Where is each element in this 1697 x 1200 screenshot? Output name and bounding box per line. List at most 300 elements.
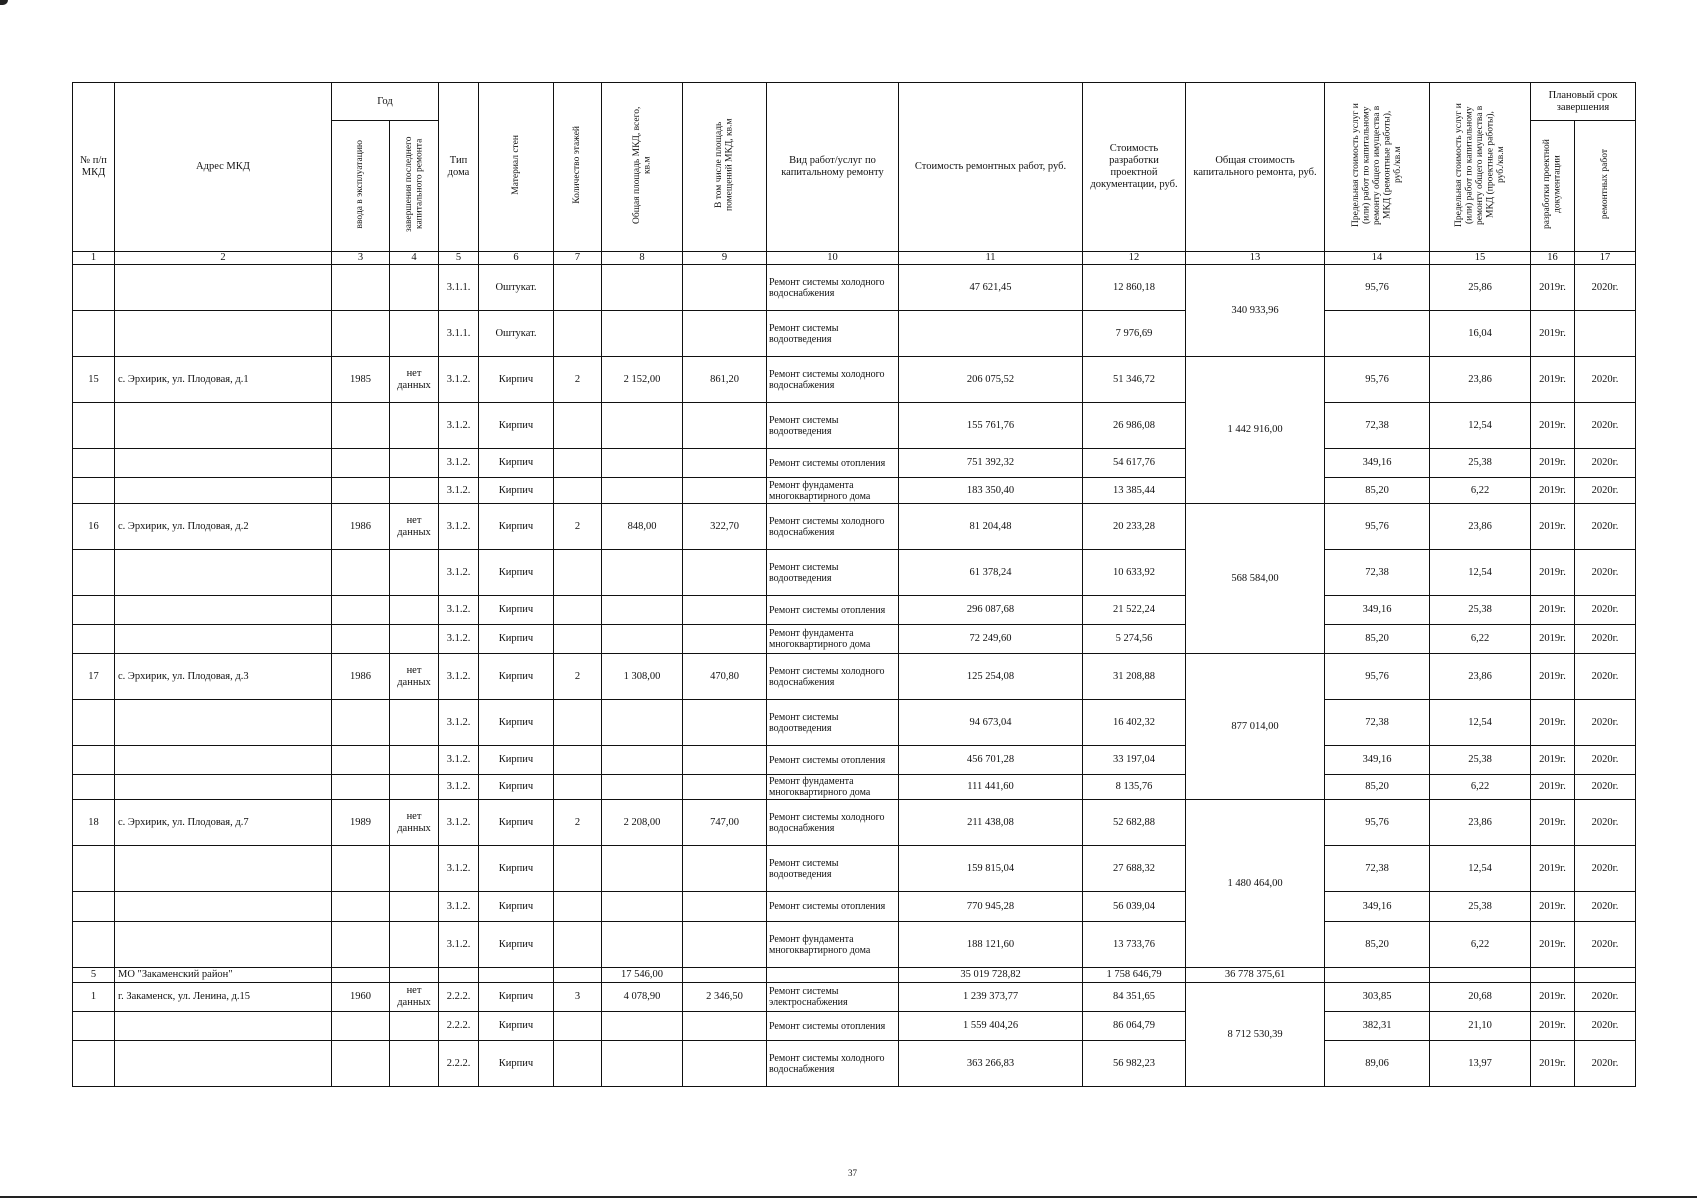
table-cell [602,550,683,596]
table-cell: 3.1.2. [439,625,479,654]
table-cell [73,403,115,449]
table-cell [73,700,115,746]
table-row [73,478,1636,504]
table-cell [115,846,332,892]
table-cell: 349,16 [1325,892,1430,922]
table-cell [115,625,332,654]
col-year-last-header: завершения последнего капитального ремонта [390,121,439,252]
table-cell: 2020г. [1575,625,1636,654]
table-cell [73,265,115,311]
table-cell: 2 [554,800,602,846]
table-cell [332,922,390,968]
table-cell: 3.1.2. [439,746,479,775]
table-cell [683,1012,767,1041]
table-cell: 3.1.2. [439,449,479,478]
table-cell [767,968,899,983]
table-cell: Ремонт системы отопления [767,1012,899,1041]
table-cell: 52 682,88 [1083,800,1186,846]
table-cell [115,449,332,478]
address-cell: с. Эрхирик, ул. Плодовая, д.3 [115,654,332,700]
table-cell [390,846,439,892]
table-cell: 13 385,44 [1083,478,1186,504]
table-cell: 2019г. [1531,625,1575,654]
table-cell: Ремонт фундамента многоквартирного дома [767,625,899,654]
table-cell [1575,311,1636,357]
table-cell: 16 402,32 [1083,700,1186,746]
table-cell: 85,20 [1325,922,1430,968]
page-number: 37 [848,1168,857,1178]
table-cell [73,449,115,478]
table-cell: 31 208,88 [1083,654,1186,700]
table-cell: 1960 [332,983,390,1012]
table-cell [115,1041,332,1087]
table-cell: 3.1.2. [439,504,479,550]
table-cell: 2019г. [1531,800,1575,846]
table-cell [73,746,115,775]
table-cell: нет данных [390,800,439,846]
table-cell [390,625,439,654]
table-cell: 2020г. [1575,846,1636,892]
table-cell [683,968,767,983]
document-page [72,82,1635,1087]
table-cell: 3.1.2. [439,478,479,504]
table-cell: 1985 [332,357,390,403]
col-cost-total-header: Общая стоимость капитального ремонта, руб. [1186,83,1325,252]
table-cell [554,550,602,596]
table-cell [332,892,390,922]
address-cell: с. Эрхирик, ул. Плодовая, д.2 [115,504,332,550]
table-cell: 2020г. [1575,449,1636,478]
table-cell [332,625,390,654]
table-cell: 2019г. [1531,504,1575,550]
table-cell [390,1012,439,1041]
table-cell: Ремонт системы водоотведения [767,846,899,892]
table-cell: 3.1.2. [439,357,479,403]
table-cell [115,922,332,968]
col-number: 6 [479,252,554,265]
table-cell [115,775,332,800]
col-cost-proj-header: Стоимость разработки проектной документации, руб. [1083,83,1186,252]
table-cell: 2 [554,357,602,403]
table-cell: нет данных [390,504,439,550]
table-cell: 2 208,00 [602,800,683,846]
table-cell: 10 633,92 [1083,550,1186,596]
table-cell: 2019г. [1531,550,1575,596]
table-cell: 363 266,83 [899,1041,1083,1087]
table-cell: Кирпич [479,892,554,922]
table-cell [115,746,332,775]
col-year-header: Год [332,83,439,121]
table-cell [332,1041,390,1087]
table-cell: нет данных [390,654,439,700]
total-cost-cell: 877 014,00 [1186,654,1325,800]
table-cell: Ремонт системы водоотведения [767,311,899,357]
table-cell: 26 986,08 [1083,403,1186,449]
table-cell: 85,20 [1325,625,1430,654]
table-cell [73,922,115,968]
table-cell: 2020г. [1575,775,1636,800]
table-cell [73,311,115,357]
table-cell: 72,38 [1325,403,1430,449]
table-cell [332,746,390,775]
col-plan-header: Плановый срок завершения [1531,83,1636,121]
table-cell: 6,22 [1430,625,1531,654]
table-cell: 56 039,04 [1083,892,1186,922]
scan-corner-mark [0,0,8,5]
table-cell: 18 [73,800,115,846]
address-cell: с. Эрхирик, ул. Плодовая, д.7 [115,800,332,846]
table-cell [73,550,115,596]
table-cell [73,775,115,800]
table-cell: 1986 [332,504,390,550]
table-cell: Кирпич [479,478,554,504]
col-number: 12 [1083,252,1186,265]
table-cell: 2019г. [1531,1041,1575,1087]
table-cell: 23,86 [1430,654,1531,700]
table-cell: 12,54 [1430,846,1531,892]
table-row [73,596,1636,625]
table-cell [683,922,767,968]
table-cell: 21,10 [1430,1012,1531,1041]
table-cell [390,922,439,968]
col-number: 7 [554,252,602,265]
table-cell [390,449,439,478]
table-cell [390,311,439,357]
table-cell: Кирпич [479,800,554,846]
table-cell [602,478,683,504]
table-cell: 72,38 [1325,550,1430,596]
table-cell: 12,54 [1430,403,1531,449]
table-cell: 470,80 [683,654,767,700]
table-cell: Ремонт системы отопления [767,892,899,922]
table-cell: 6,22 [1430,775,1531,800]
col-number: 13 [1186,252,1325,265]
table-cell: 16 [73,504,115,550]
col-number: 3 [332,252,390,265]
table-cell: 54 617,76 [1083,449,1186,478]
table-cell: 89,06 [1325,1041,1430,1087]
table-cell: Ремонт системы холодного водоснабжения [767,504,899,550]
table-cell: 3.1.2. [439,403,479,449]
table-cell: 25,38 [1430,892,1531,922]
table-cell [602,1041,683,1087]
table-cell: Оштукат. [479,311,554,357]
table-cell: нет данных [390,357,439,403]
col-floors-header: Количество этажей [554,83,602,252]
table-cell: 1 308,00 [602,654,683,700]
table-body [73,265,1636,1087]
table-cell: Кирпич [479,550,554,596]
table-cell [554,625,602,654]
col-type-header: Тип дома [439,83,479,252]
table-cell: 25,38 [1430,449,1531,478]
table-cell: Кирпич [479,846,554,892]
table-cell: 95,76 [1325,265,1430,311]
table-cell: 8 135,76 [1083,775,1186,800]
table-cell: 2019г. [1531,1012,1575,1041]
table-cell [1325,311,1430,357]
table-cell: Ремонт системы отопления [767,746,899,775]
table-cell: 2 346,50 [683,983,767,1012]
table-cell [73,892,115,922]
table-cell: 848,00 [602,504,683,550]
table-row [73,403,1636,449]
table-cell: 155 761,76 [899,403,1083,449]
table-cell: 188 121,60 [899,922,1083,968]
table-row [73,265,1636,311]
table-cell: Ремонт системы водоотведения [767,550,899,596]
table-cell [73,1041,115,1087]
table-cell: 6,22 [1430,922,1531,968]
table-cell [73,846,115,892]
table-cell: 2019г. [1531,596,1575,625]
table-cell: 5 [73,968,115,983]
table-cell: 296 087,68 [899,596,1083,625]
table-cell: 2020г. [1575,478,1636,504]
table-cell [554,746,602,775]
total-cost-cell: 568 584,00 [1186,504,1325,654]
total-cost-cell: 1 480 464,00 [1186,800,1325,968]
table-cell: 2019г. [1531,449,1575,478]
table-cell: 12,54 [1430,550,1531,596]
table-cell [115,596,332,625]
table-cell: Ремонт системы отопления [767,596,899,625]
table-cell: 72,38 [1325,700,1430,746]
table-cell [439,968,479,983]
table-cell: 17 [73,654,115,700]
total-cost-cell: 1 442 916,00 [1186,357,1325,504]
table-cell: 85,20 [1325,478,1430,504]
table-cell: Кирпич [479,746,554,775]
table-cell [602,265,683,311]
table-cell [554,403,602,449]
table-cell [390,478,439,504]
table-cell: 349,16 [1325,449,1430,478]
address-cell: г. Закаменск, ул. Ленина, д.15 [115,983,332,1012]
table-cell: 861,20 [683,357,767,403]
table-cell [332,700,390,746]
table-cell: 2019г. [1531,746,1575,775]
table-cell: 7 976,69 [1083,311,1186,357]
table-cell [332,478,390,504]
table-cell: 85,20 [1325,775,1430,800]
table-cell: 2019г. [1531,983,1575,1012]
col-number: 11 [899,252,1083,265]
table-cell: 95,76 [1325,800,1430,846]
table-cell: 2019г. [1531,922,1575,968]
table-cell: Кирпич [479,403,554,449]
table-cell: 3.1.2. [439,846,479,892]
table-cell: 2020г. [1575,654,1636,700]
table-cell: 349,16 [1325,596,1430,625]
table-cell [390,550,439,596]
table-cell [73,596,115,625]
table-cell: 183 350,40 [899,478,1083,504]
table-cell: Кирпич [479,654,554,700]
col-number: 9 [683,252,767,265]
table-row [73,504,1636,550]
table-cell [602,892,683,922]
col-number: 1 [73,252,115,265]
table-cell: 2020г. [1575,596,1636,625]
table-cell [390,892,439,922]
col-wall-header: Материал стен [479,83,554,252]
table-cell [683,625,767,654]
table-cell: 751 392,32 [899,449,1083,478]
table-cell: 2019г. [1531,775,1575,800]
table-cell: 1989 [332,800,390,846]
table-cell: 3.1.2. [439,892,479,922]
table-row [73,746,1636,775]
table-cell: 17 546,00 [602,968,683,983]
table-cell: 33 197,04 [1083,746,1186,775]
table-row [73,892,1636,922]
col-number: 5 [439,252,479,265]
table-row [73,311,1636,357]
table-cell [602,746,683,775]
table-cell: 23,86 [1430,800,1531,846]
table-cell: 84 351,65 [1083,983,1186,1012]
table-cell: Ремонт фундамента многоквартирного дома [767,922,899,968]
table-cell: 303,85 [1325,983,1430,1012]
table-cell: 2020г. [1575,357,1636,403]
table-cell: 2 [554,654,602,700]
col-num-header: № п/п МКД [73,83,115,252]
table-cell: 3.1.2. [439,550,479,596]
table-cell: 95,76 [1325,504,1430,550]
table-row [73,625,1636,654]
col-number: 8 [602,252,683,265]
table-cell [554,478,602,504]
table-cell: 72 249,60 [899,625,1083,654]
table-cell: 322,70 [683,504,767,550]
table-cell [683,550,767,596]
table-cell: 1986 [332,654,390,700]
table-cell [115,550,332,596]
table-cell: 36 778 375,61 [1186,968,1325,983]
table-cell: 2 152,00 [602,357,683,403]
table-cell [899,311,1083,357]
table-row [73,357,1636,403]
table-cell [390,700,439,746]
table-cell: 159 815,04 [899,846,1083,892]
table-cell: 2020г. [1575,922,1636,968]
table-cell: 770 945,28 [899,892,1083,922]
table-cell: Ремонт системы холодного водоснабжения [767,357,899,403]
table-cell [332,550,390,596]
table-cell [115,311,332,357]
table-cell [602,922,683,968]
table-row [73,1041,1636,1087]
table-cell: 3.1.2. [439,922,479,968]
table-cell: 95,76 [1325,654,1430,700]
col-number: 2 [115,252,332,265]
district-total-row [73,968,1636,983]
table-cell: 2020г. [1575,1012,1636,1041]
table-cell: 61 378,24 [899,550,1083,596]
table-cell [683,746,767,775]
table-cell [115,700,332,746]
table-cell [683,1041,767,1087]
scan-bottom-edge [0,1196,1697,1198]
table-cell: 3.1.1. [439,265,479,311]
table-cell: 72,38 [1325,846,1430,892]
table-cell [554,892,602,922]
table-cell: 25,86 [1430,265,1531,311]
total-cost-cell: 8 712 530,39 [1186,983,1325,1087]
table-cell: 3.1.2. [439,775,479,800]
col-limit-proj-header: Предельная стоимость услуг и (или) работ по капитальному ремонту общего имущества в МКД (проектные работы), руб./кв.м [1430,83,1531,252]
table-cell: 2020г. [1575,1041,1636,1087]
col-area-rooms-header: В том числе площадь помещений МКД, кв.м [683,83,767,252]
table-cell [390,746,439,775]
table-cell: Ремонт системы водоотведения [767,403,899,449]
table-cell: 111 441,60 [899,775,1083,800]
table-cell: 20,68 [1430,983,1531,1012]
table-cell [554,596,602,625]
table-cell [683,700,767,746]
table-cell: 125 254,08 [899,654,1083,700]
col-cost-repair-header: Стоимость ремонтных работ, руб. [899,83,1083,252]
table-cell: Ремонт системы электроснабжения [767,983,899,1012]
table-cell: 23,86 [1430,357,1531,403]
table-cell [602,596,683,625]
table-cell: 35 019 728,82 [899,968,1083,983]
table-cell: 382,31 [1325,1012,1430,1041]
table-cell: 5 274,56 [1083,625,1186,654]
table-cell [390,775,439,800]
table-cell [602,449,683,478]
table-cell [554,311,602,357]
table-cell: Ремонт системы холодного водоснабжения [767,654,899,700]
table-cell: 2019г. [1531,892,1575,922]
table-cell: 206 075,52 [899,357,1083,403]
table-cell: 3.1.2. [439,596,479,625]
table-cell [390,265,439,311]
table-cell: 2019г. [1531,403,1575,449]
table-cell [602,846,683,892]
table-row [73,700,1636,746]
table-cell [554,700,602,746]
table-cell: 2019г. [1531,700,1575,746]
table-cell: 6,22 [1430,478,1531,504]
table-cell [683,478,767,504]
col-number: 15 [1430,252,1531,265]
table-cell: Ремонт системы холодного водоснабжения [767,800,899,846]
table-cell: 1 758 646,79 [1083,968,1186,983]
col-number: 10 [767,252,899,265]
table-cell [332,449,390,478]
col-address-header: Адрес МКД [115,83,332,252]
table-cell: 13 733,76 [1083,922,1186,968]
table-cell: Кирпич [479,1041,554,1087]
table-cell: 1 [73,983,115,1012]
table-cell [73,625,115,654]
table-cell [683,775,767,800]
col-number: 17 [1575,252,1636,265]
table-cell: 21 522,24 [1083,596,1186,625]
table-cell [332,311,390,357]
table-cell [332,596,390,625]
table-cell: Ремонт системы холодного водоснабжения [767,265,899,311]
col-number: 4 [390,252,439,265]
table-cell [332,968,390,983]
table-cell [1325,968,1430,983]
table-cell: 94 673,04 [899,700,1083,746]
table-row [73,550,1636,596]
table-cell [115,403,332,449]
table-cell: 25,38 [1430,596,1531,625]
